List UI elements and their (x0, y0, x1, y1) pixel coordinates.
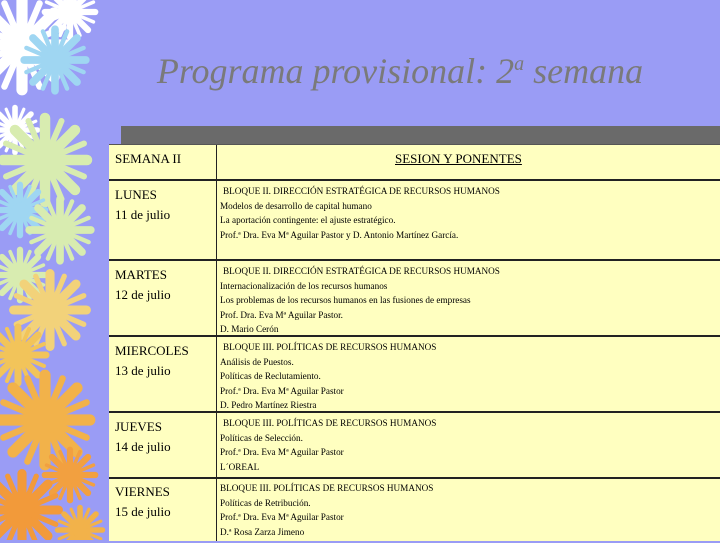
star-icon (29, 199, 91, 261)
session-info: BLOQUE II. DIRECCIÓN ESTRATÉGICA DE RECURSOS HUMANOS Internacionalización de los recursos humanos Los problemas de los recursos humanos en las fusiones de empresas Prof. Dra. Eva Mª Aguilar Pastor. D. Mario Cerón (220, 266, 500, 334)
session-info: BLOQUE II. DIRECCIÓN ESTRATÉGICA DE RECURSOS HUMANOS Modelos de desarrollo de capital humano La aportación contingente: el ajuste estratégico. Prof.ª Dra. Eva Mª Aguilar Pastor y D. Antonio Martínez García. (220, 186, 500, 240)
day-date: 13 de julio (115, 363, 171, 378)
star-icon (3, 118, 87, 202)
table-row (109, 411, 720, 479)
day-name: MIERCOLES (115, 343, 189, 358)
page-title: Programa provisional: 2$^a$ semana (156, 51, 644, 91)
table-row (109, 477, 720, 543)
table-row (109, 259, 720, 337)
table-row (109, 335, 720, 413)
star-icon (45, 450, 95, 500)
schedule-table (109, 144, 720, 541)
day-date: 14 de julio (115, 439, 171, 454)
day-name: MARTES (115, 267, 167, 282)
header-week: SEMANA II (115, 151, 182, 166)
star-icon (0, 474, 58, 540)
day-date: 12 de julio (115, 287, 171, 302)
star-icon (58, 508, 103, 540)
day-name: LUNES (115, 187, 157, 202)
table-row (109, 179, 720, 261)
session-info: BLOQUE III. POLÍTICAS DE RECURSOS HUMANOS Análisis de Puestos. Políticas de Reclutamiento. Prof.ª Dra. Eva Mª Aguilar Pastor D. Pedro Martínez Riestra (220, 342, 437, 410)
day-date: 15 de julio (115, 504, 171, 519)
day-date: 11 de julio (115, 207, 171, 222)
header-session: SESION Y PONENTES (395, 151, 522, 166)
table-header (109, 145, 720, 179)
day-name: VIERNES (115, 484, 170, 499)
star-icon (0, 375, 90, 465)
day-name: JUEVES (115, 419, 162, 434)
session-info: BLOQUE III. POLÍTICAS DE RECURSOS HUMANOS Políticas de Retribución. Prof.ª Dra. Eva Mª Aguilar Pastor D.ª Rosa Zarza Jimeno (220, 483, 434, 537)
session-info: BLOQUE III. POLÍTICAS DE RECURSOS HUMANOS Políticas de Selección. Prof.ª Dra. Eva Mª Aguilar Pastor L´OREAL (220, 418, 437, 472)
